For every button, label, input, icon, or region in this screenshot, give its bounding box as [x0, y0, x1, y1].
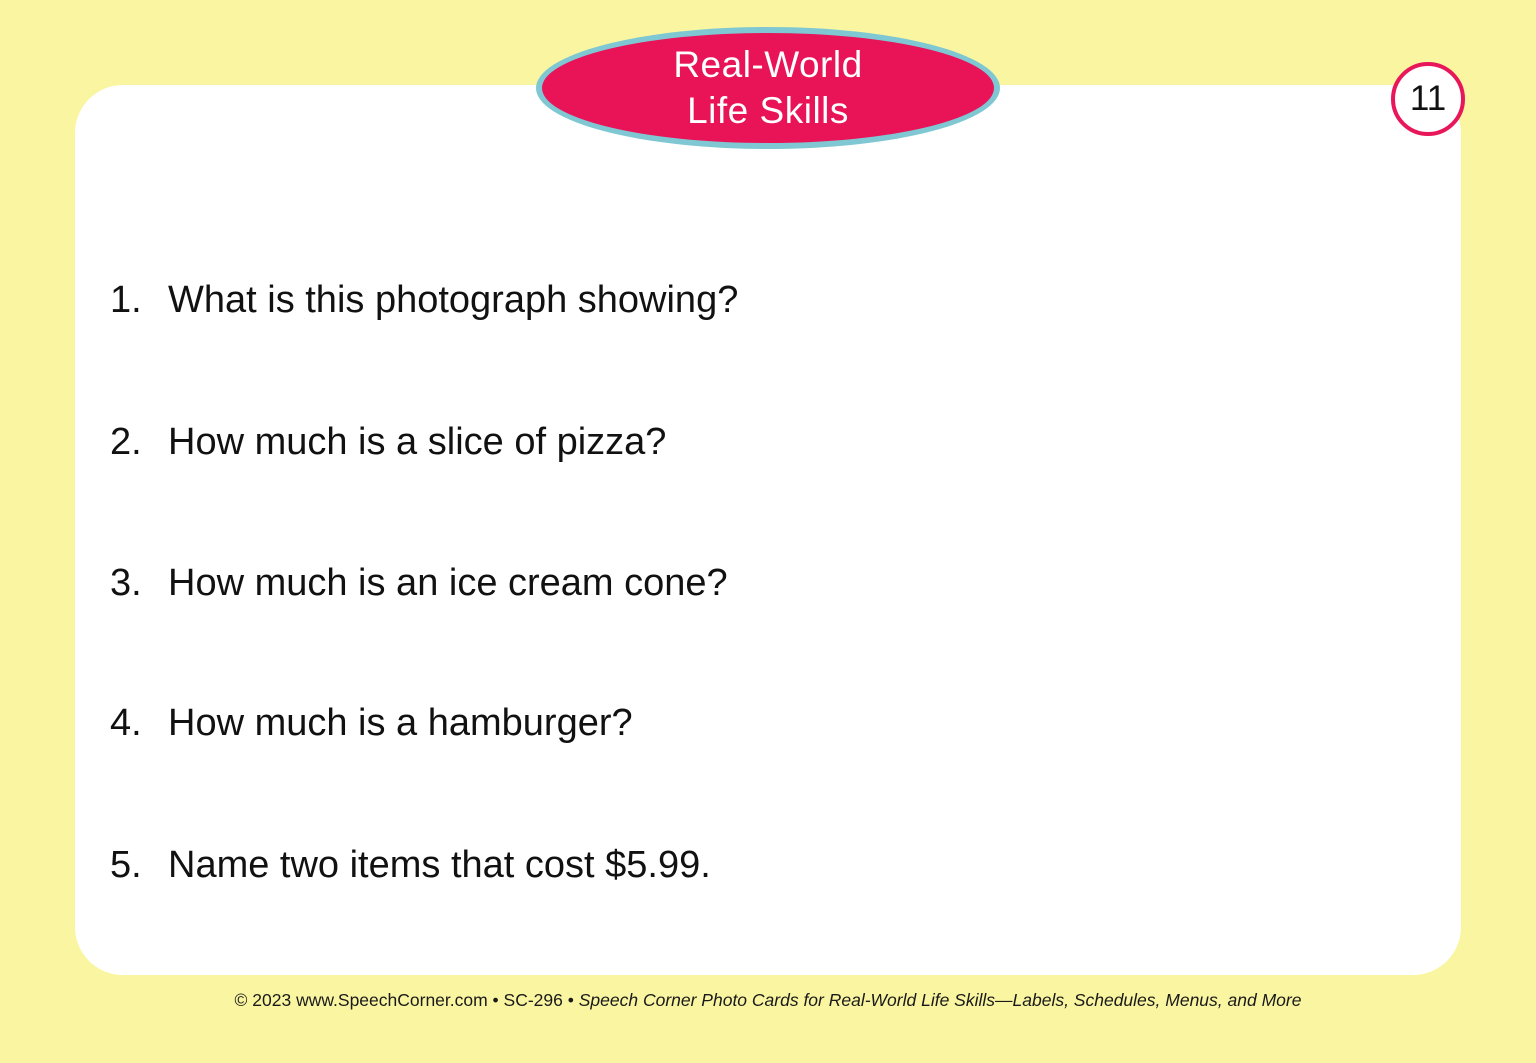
- footer-italic-text: Speech Corner Photo Cards for Real-World Life Skills—Labels, Schedules, Menus, and More: [578, 990, 1302, 1010]
- question-number: 3.: [110, 562, 142, 604]
- question-text: How much is an ice cream cone?: [168, 562, 728, 604]
- title-line-2: Life Skills: [687, 90, 849, 131]
- question-number: 2.: [110, 421, 142, 463]
- question-card: [75, 85, 1461, 975]
- card-number-badge: [1391, 62, 1465, 136]
- question-number: 1.: [110, 279, 142, 321]
- question-text: How much is a hamburger?: [168, 702, 633, 744]
- question-text: What is this photograph showing?: [168, 279, 739, 321]
- footer-regular-text: © 2023 www.SpeechCorner.com • SC-296 •: [234, 990, 579, 1010]
- copyright-footer: [0, 989, 1536, 1011]
- question-item-1: [110, 278, 1390, 322]
- question-text: Name two items that cost $5.99.: [168, 844, 711, 886]
- question-text: How much is a slice of pizza?: [168, 421, 667, 463]
- question-number: 4.: [110, 702, 142, 744]
- title-badge: [536, 27, 1000, 149]
- question-item-2: [110, 420, 1390, 464]
- question-item-3: [110, 561, 1390, 605]
- title-line-1: Real-World: [673, 44, 863, 85]
- question-item-4: [110, 701, 1390, 745]
- card-number: 11: [1409, 79, 1447, 118]
- question-item-5: [110, 843, 1390, 887]
- question-number: 5.: [110, 844, 142, 886]
